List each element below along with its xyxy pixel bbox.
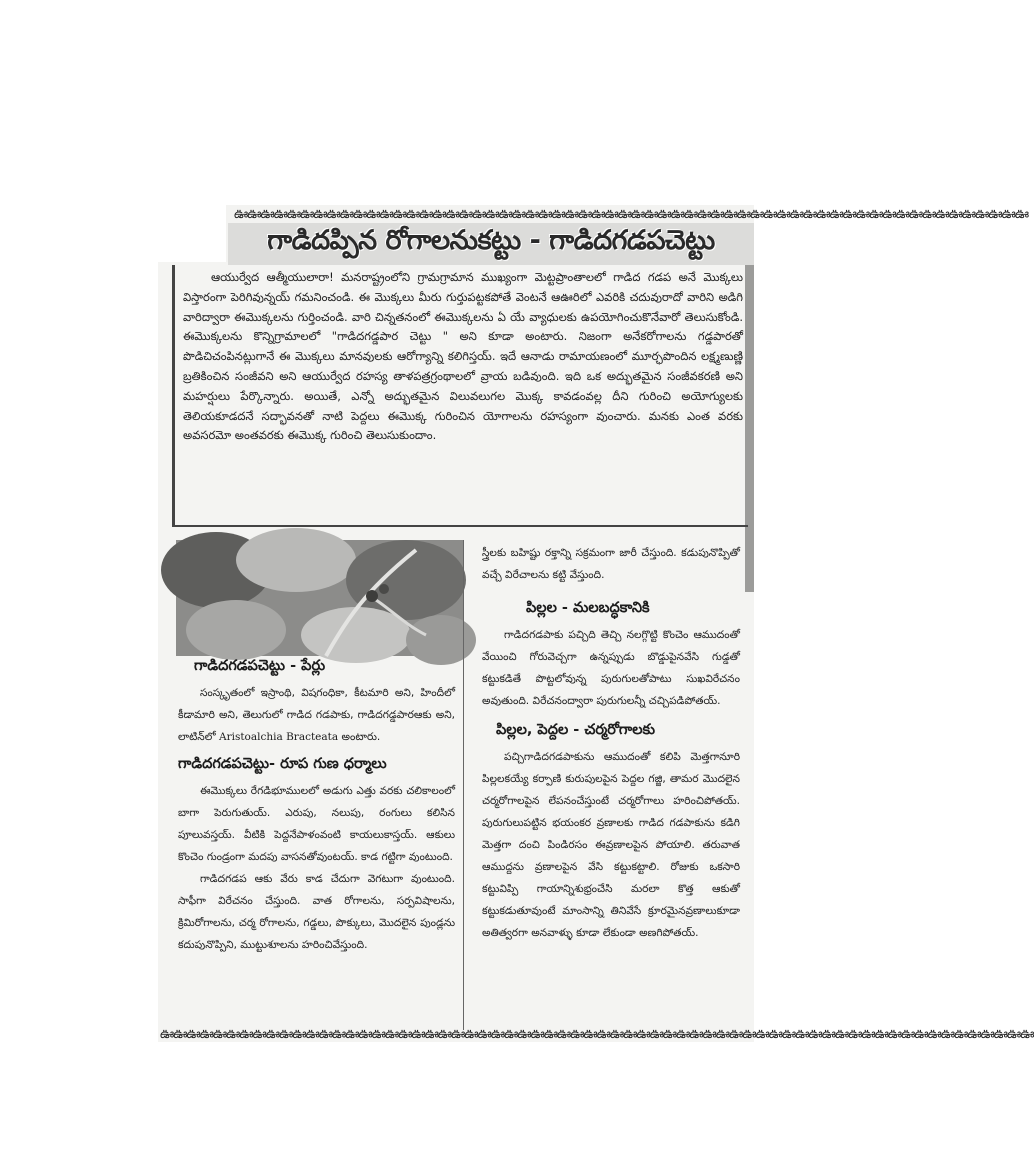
names-end: అంటారు.: [341, 731, 381, 743]
constipation-heading: పిల్లల - మలబద్ధకానికి: [526, 600, 650, 616]
leaves-illustration: [176, 540, 463, 656]
decorative-border-bottom: ఊఊఊఊఊఊఊఊఊఊఊఊఊఊఊఊఊఊఊఊఊఊఊఊఊఊఊఊఊఊఊఊఊఊఊఊఊఊఊఊఊఊఊఊఊఊఊఊఊఊఊఊఊఊఊఊఊఊఊఊఊఊఊఊఊఊ: [160, 1027, 1034, 1042]
intro-text-block: [183, 268, 743, 446]
intro-box: [172, 265, 748, 527]
form-heading: గాడిదగడపచెట్టు- రూప గుణ ధర్మాలు: [178, 756, 387, 772]
column-divider: [463, 540, 464, 1030]
plant-photo: [176, 540, 463, 656]
headline-band: [228, 223, 754, 265]
intro-paragraph: ఆయుర్వేద ఆత్మీయులారా! మనరాష్ట్రంలోని గ్రామగ్రామాన ముఖ్యంగా మెట్టప్రాంతాలలో గాడిద గడప అనే మొక్కలు విస్తారంగా పెరిగివున్నయ్ గమనించండి. ఈ మొక్కలు మీరు గుర్తుపట్టకపోతే వెంటనే ఆఊరిలో ఎవరికి చదువురాదో వారిని అడిగి వారిద్వారా ఈమొక్కలను గుర్తించండి. వారి చిన్నతనంలో ఈమొక్కలను ఏ యే వ్యాధులకు ఉపయోగించుకొనేవారో తెలుసుకోండి. ఈమొక్కలను కొన్నిగ్రామాలలో "గాడిదగడ్డపార చెట్టు " అని కూడా అంటారు. నిజంగా అనేకరోగాలను గడ్డపారతో పొడిచిచంపినట్లుగానే ఈ మొక్కలు మానవులకు ఆరోగ్యాన్ని కలిగిస్తయ్. ఇదే ఆనాడు రామాయణంలో మూర్ఛపొందిన లక్ష్మణుణ్ణి బ్రతికించిన సంజీవని అని ఆయుర్వేద రహస్య తాళపత్రగ్రంథాలలో వ్రాయ బడివుంది. ఇది ఒక అద్భుతమైన సంజీవకరణి అని మహర్షులు పేర్కొన్నారు. అయితే, ఎన్నో అద్భుతమైన విలువలుగల మొక్క కావడంవల్ల దీని గురించి అయోగ్యులకు తెలియకూడదనే సద్భావనతో నాటి పెద్దలు ఈమొక్క గురించిన యోగాలను రహస్యంగా వుంచారు. మనకు ఎంత వరకు అవసరమో అంతవరకు ఈమొక్క గురించి తెలుసుకుందాం.: [183, 270, 743, 443]
latin-name: Aristoalchia Bracteata: [218, 731, 339, 743]
names-paragraph: [178, 682, 455, 748]
constipation-paragraph: గాడిదగడపాకు పచ్చిది తెచ్చి నలగ్గొట్టి కొంచెం ఆముదంతో వేయించి గోరువెచ్చగా ఉన్నప్పుడు బొడ్డుపైనవేసి గుడ్డతో కట్టుకడితే పొట్టలోవున్న పురుగులతోపాటు సుఖవిరేచనం అవుతుంది. విరేచనంద్వారా పురుగులన్నీ చచ్చిపడిపోతయ్.: [482, 629, 740, 707]
names-heading: గాడిదగడపచెట్టు - పేర్లు: [194, 658, 326, 674]
skin-paragraph: పచ్చిగాడిదగడపాకును ఆముదంతో కలిపి మెత్తగానూరి పిల్లలకయ్యే కర్పాణి కురుపులపైన పెద్దల గజ్జి, తామర మొదలైన చర్మరోగాలపైన లేపనంచేస్తుంటే చర్మరోగాలు హరించిపోతయ్. పురుగులుపట్టిన భయంకర వ్రణాలకు గాడిద గడపాకును కడిగి మెత్తగా దంచి పిండిరసం ఈవ్రణాలపైన పోయాలి. తరువాత ఆముద్దను వ్రణాలపైన వేసి కట్టుకట్టాలి. రోజుకు ఒకసారి కట్టువిప్పి గాయాన్నిశుభ్రంచేసి మరలా కొత్త ఆకుతో కట్టుకడుతూవుంటే మాంసాన్ని తినివేసే క్రూరమైనవ్రణాలుకూడా అతిత్వరగా అనవాళ్ళు కూడా లేకుండా అణగిపోతయ్.: [482, 751, 740, 939]
continued-paragraph: స్త్రీలకు బహిష్టు రక్తాన్ని సక్రమంగా జారీ చేస్తుంది. కడుపునొప్పితో వచ్చే విరేచాలను కట్టి వేస్తుంది.: [482, 547, 740, 581]
right-column: [482, 542, 740, 944]
decorative-border-top: ఊఊఊఊఊఊఊఊఊఊఊఊఊఊఊఊఊఊఊఊఊఊఊఊఊఊఊఊఊఊఊఊఊఊఊఊఊఊఊఊఊఊఊఊఊఊఊఊఊఊఊఊఊఊఊఊఊఊఊఊ: [234, 207, 1029, 222]
left-column: [178, 658, 455, 956]
form-paragraph-2: గాడిదగడప ఆకు వేరు కాడ చేదుగా వెగటుగా వుంటుంది. సాఫీగా విరేచనం చేస్తుంది. వాత రోగాలను, సర్పవిషాలను, క్రిమిరోగాలను, చర్మ రోగాలను, గడ్డలు, పొక్కులు, మొదలైన పుండ్లను కదుపునొప్పిని, ముట్టుశూలను హరించివేస్తుంది.: [178, 873, 455, 951]
names-text: సంస్కృతంలో ఇస్రాంథి, విషగంధికా, కీటమారి అని, హిందీలో కీడామారి అని, తెలుగులో గాడిద గడపాకు, గాడిదగడ్డపారఆకు అని, లాటిన్‌లో: [178, 687, 455, 743]
form-paragraph-1: ఈమొక్కలు రేగడిభూములలో అడుగు ఎత్తు వరకు చలికాలంలో బాగా పెరుగుతుయ్. ఎరుపు, నలుపు, రంగులు కలిసిన పూలువస్తయ్. వీటికి పెద్దనేపాళంవంటి కాయలుకాస్తయ్. ఆకులు కొంచెం గుండ్రంగా మదపు వాసనతోవుంటయ్. కాడ గట్టిగా వుంటుంది.: [178, 785, 455, 863]
article-headline: గాడిదప్పిన రోగాలనుకట్టు - గాడిదగడపచెట్టు: [267, 225, 715, 256]
skin-heading: పిల్లల, పెద్దల - చర్మరోగాలకు: [496, 722, 656, 738]
